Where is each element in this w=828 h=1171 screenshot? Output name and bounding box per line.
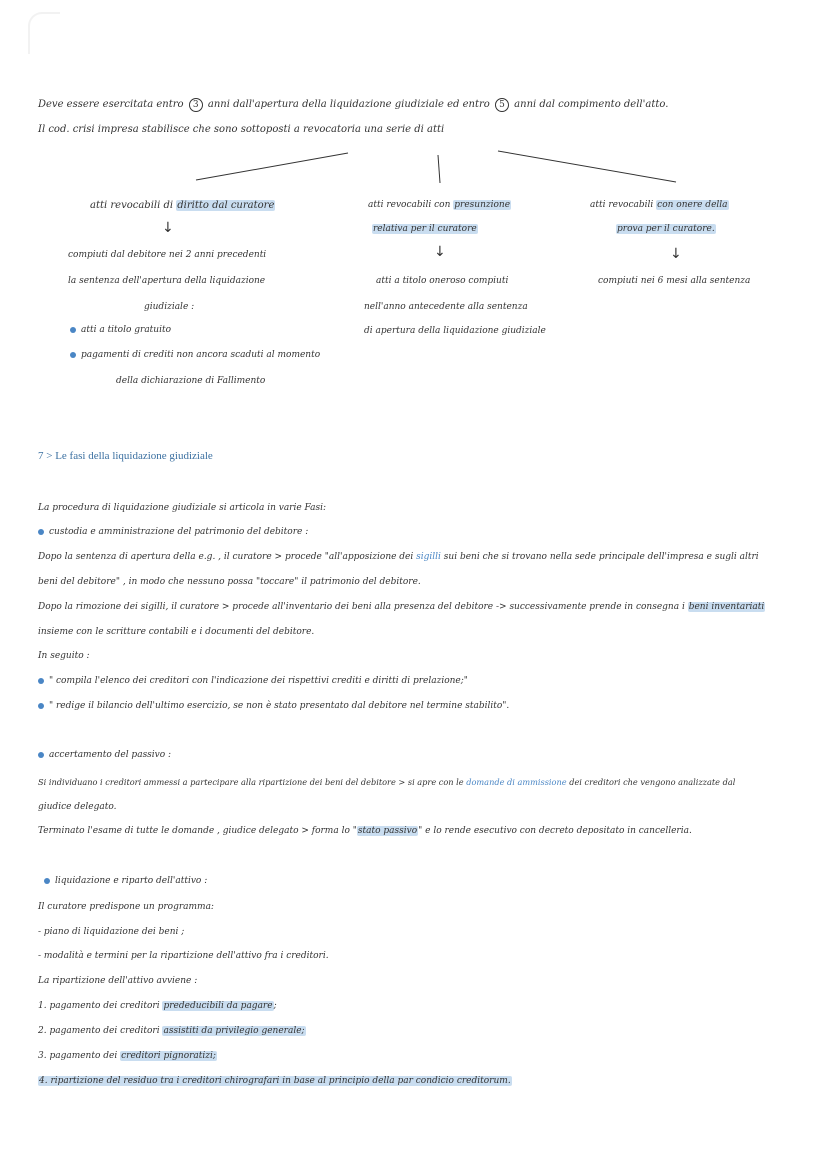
- phase-1-sigilli: sigilli: [416, 552, 441, 562]
- phase-2-domande-ammissione: domande di ammissione: [466, 777, 567, 787]
- phase-3-item-4-highlight: 4. ripartizione del residuo tra i creditori chirografari in base al principio della par condicio creditorum.: [39, 1076, 511, 1086]
- bullet-icon: [70, 352, 76, 358]
- intro-text-a: Deve essere esercitata entro: [38, 99, 184, 110]
- phase-1-line-1-a: Dopo la sentenza di apertura della e.g. , il curatore > procede "all'apposizione dei: [38, 552, 414, 562]
- phase-3-title: [44, 876, 207, 886]
- phase-3-item-3-highlight: creditori pignoratizi;: [121, 1051, 216, 1061]
- middle-heading-text: atti revocabili con: [368, 200, 451, 210]
- phase-1-bullet-1-text: " compila l'elenco dei creditori con l'indicazione dei rispettivi crediti e diritti di prelazione;": [49, 676, 468, 686]
- left-heading-highlight: diritto dal curatore: [177, 200, 275, 211]
- phase-1-line-5: In seguito :: [38, 651, 90, 661]
- left-bullet-1: [70, 325, 171, 335]
- bullet-icon: [38, 529, 44, 535]
- phase-2-line-3-b: " e lo rende esecutivo con decreto depositato in cancelleria.: [418, 826, 692, 836]
- intro-text-b: anni dall'apertura della liquidazione giudiziale ed entro: [207, 99, 490, 110]
- phase-2-stato-passivo: stato passivo: [357, 826, 418, 836]
- phase-1-line-3-a: Dopo la rimozione dei sigilli, il curatore > procede all'inventario dei beni alla presenza del debitore -> successivamente prende in consegna i: [38, 602, 685, 612]
- left-bullet-1-text: atti a titolo gratuito: [81, 325, 172, 335]
- phase-3-item-2-a: 2. pagamento dei creditori: [38, 1026, 160, 1036]
- right-heading-highlight-2: prova per il curatore.: [617, 224, 715, 234]
- phase-1-title-text: custodia e amministrazione del patrimonio del debitore :: [49, 527, 309, 537]
- phase-1-bullet-2: [38, 701, 509, 711]
- phase-3-item-1-b: ;: [273, 1001, 277, 1011]
- phase-3-line-4: La ripartizione dell'attivo avviene :: [38, 976, 198, 986]
- phase-2-title-text: accertamento del passivo :: [49, 750, 172, 760]
- right-column-heading-2: [616, 224, 716, 234]
- phase-3-title-text: liquidazione e riparto dell'attivo :: [55, 876, 208, 886]
- bullet-icon: [38, 678, 44, 684]
- phase-2-line-3: [38, 826, 692, 836]
- intro-text-c: anni dal compimento dell'atto.: [514, 99, 669, 110]
- left-heading-text: atti revocabili di: [90, 200, 174, 211]
- phase-1-line-1: [38, 552, 759, 562]
- phase-3-line-3: - modalità e termini per la ripartizione dell'attivo fra i creditori.: [38, 951, 329, 961]
- right-heading-text: atti revocabili: [590, 200, 654, 210]
- bullet-icon: [70, 327, 76, 333]
- left-bullet-2: [70, 350, 320, 360]
- left-body-line-2: la sentenza dell'apertura della liquidazione: [68, 276, 266, 286]
- middle-heading-highlight-2: relativa per il curatore: [373, 224, 477, 234]
- phase-1-line-4: insieme con le scritture contabili e i documenti del debitore.: [38, 627, 315, 637]
- down-arrow-icon: ↓: [670, 246, 682, 262]
- phase-3-item-4: [38, 1076, 512, 1086]
- phase-3-line-2: - piano di liquidazione dei beni ;: [38, 927, 185, 937]
- phase-1-line-3: [38, 602, 765, 612]
- phase-1-bullet-2-text: " redige il bilancio dell'ultimo esercizio, se non è stato presentato dal debitore nel termine stabilito".: [49, 701, 510, 711]
- phase-2-line-3-a: Terminato l'esame di tutte le domande , giudice delegato > forma lo ": [38, 826, 357, 836]
- bullet-icon: [38, 703, 44, 709]
- left-column-heading: [90, 200, 275, 211]
- phase-3-line-1: Il curatore predispone un programma:: [38, 902, 214, 912]
- intro-line-2: Il cod. crisi impresa stabilisce che sono sottoposti a revocatoria una serie di atti: [38, 124, 445, 135]
- phase-2-line-2: giudice delegato.: [38, 802, 117, 812]
- phase-3-item-1-highlight: prededucibili da pagare: [163, 1001, 273, 1011]
- right-heading-highlight: con onere della: [657, 200, 728, 210]
- middle-body-line-2: nell'anno antecedente alla sentenza: [364, 302, 528, 312]
- phase-3-item-3-a: 3. pagamento dei: [38, 1051, 118, 1061]
- left-body-line-3: giudiziale :: [144, 302, 195, 312]
- phase-2-line-1-b: dei creditori che vengono analizzate dal: [569, 777, 736, 787]
- phase-3-item-2: [38, 1026, 306, 1036]
- phase-1-line-3-highlight: beni inventariati: [688, 602, 765, 612]
- phase-2-line-1-a: Si individuano i creditori ammessi a partecipare alla ripartizione dei beni del debitore > si apre con le: [38, 777, 464, 787]
- phase-2-line-1: [38, 777, 735, 787]
- left-bullet-2-text: pagamenti di crediti non ancora scaduti al momento: [81, 350, 321, 360]
- phase-2-title: [38, 750, 171, 760]
- left-tail-line: della dichiarazione di Fallimento: [116, 376, 266, 386]
- right-column-heading: [590, 200, 729, 210]
- middle-column-heading-2: [372, 224, 478, 234]
- phase-3-item-1-a: 1. pagamento dei creditori: [38, 1001, 160, 1011]
- phase-1-title: [38, 527, 308, 537]
- circled-number-3: 3: [189, 98, 203, 112]
- middle-heading-highlight: presunzione: [454, 200, 511, 210]
- phase-3-item-3: [38, 1051, 217, 1061]
- middle-body-line-1: atti a titolo oneroso compiuti: [376, 276, 509, 286]
- right-body-line-1: compiuti nei 6 mesi alla sentenza: [598, 276, 751, 286]
- bullet-icon: [38, 752, 44, 758]
- left-body-line-1: compiuti dal debitore nei 2 anni precedenti: [68, 250, 267, 260]
- phase-3-item-2-highlight: assistiti da privilegio generale;: [163, 1026, 305, 1036]
- phase-1-line-2: beni del debitore" , in modo che nessuno possa "toccare" il patrimonio del debitore.: [38, 577, 421, 587]
- section-title: 7 > Le fasi della liquidazione giudiziale: [38, 450, 213, 462]
- middle-body-line-3: di apertura della liquidazione giudiziale: [364, 326, 546, 336]
- down-arrow-icon: ↓: [434, 244, 446, 260]
- down-arrow-icon: ↓: [162, 220, 174, 236]
- phase-3-item-1: [38, 1001, 277, 1011]
- middle-column-heading: [368, 200, 511, 210]
- circled-number-5: 5: [495, 98, 509, 112]
- phase-1-bullet-1: [38, 676, 468, 686]
- phase-1-line-1-b: sui beni che si trovano nella sede principale dell'impresa e sugli altri: [443, 552, 759, 562]
- branch-diagram-lines: [0, 0, 828, 200]
- phases-intro: La procedura di liquidazione giudiziale si articola in varie Fasi:: [38, 503, 327, 513]
- bullet-icon: [44, 878, 50, 884]
